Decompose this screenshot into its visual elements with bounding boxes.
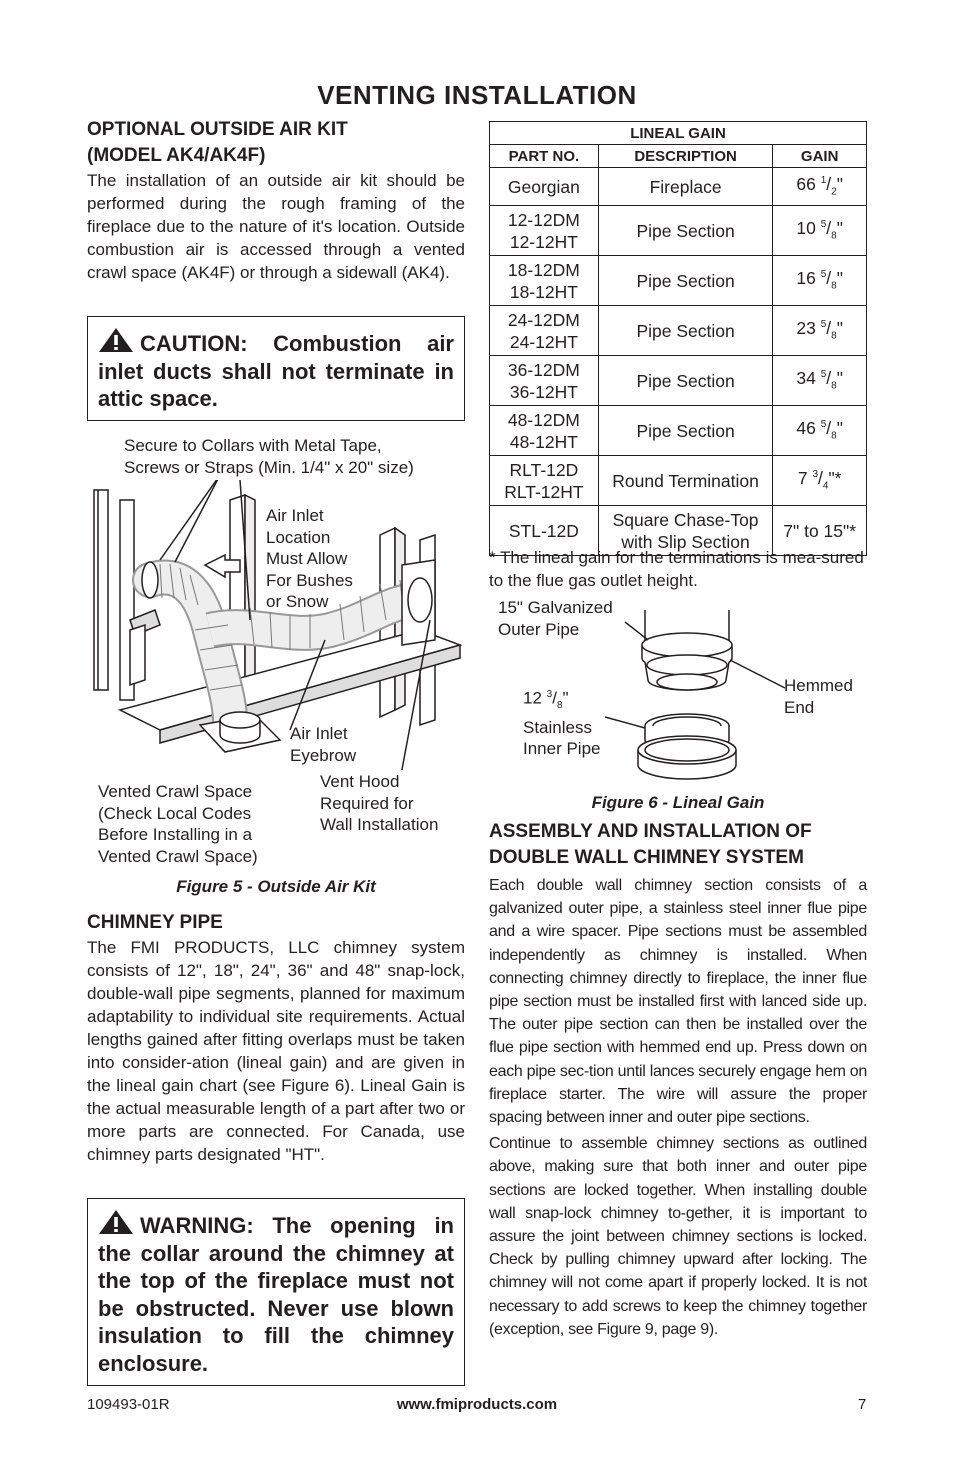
- gain-value-part: 16: [796, 267, 821, 288]
- description-cell-line: Pipe Section: [636, 220, 735, 241]
- part-number-cell-line: STL-12D: [508, 520, 579, 541]
- doc-number: 109493-01R: [87, 1396, 170, 1413]
- warning-box: [87, 1198, 465, 1386]
- part-number-cell-line: 18-12HT: [509, 281, 578, 302]
- label-line: Vented Crawl Space): [98, 846, 258, 866]
- gain-value-part: ": [836, 217, 843, 238]
- gain-value-part: 5: [820, 269, 827, 281]
- gain-value-part: ": [836, 317, 843, 338]
- description-cell: [598, 306, 773, 356]
- label-line: Must Allow: [266, 549, 348, 568]
- gain-value-part: 10: [796, 217, 821, 238]
- label-line: Eyebrow: [290, 745, 357, 765]
- gain-value-part: "*: [828, 467, 842, 488]
- part-number-cell-line: 36-12DM: [507, 359, 580, 380]
- description-cell: [598, 456, 773, 506]
- label-part: 12: [523, 688, 547, 708]
- warning-text-block: [98, 1209, 454, 1377]
- description-cell: [598, 206, 773, 256]
- footnote-text: * The lineal gain for the terminations is mea-sured to the flue gas outlet height.: [489, 548, 864, 590]
- part-number-cell-line: 12-12HT: [509, 231, 578, 252]
- table-row: [490, 168, 867, 206]
- label-line: Air Inlet: [266, 506, 324, 525]
- part-number-cell-line: RLT-12D: [509, 459, 579, 480]
- gain-value-part: 5: [820, 219, 827, 231]
- part-number-cell-line: 18-12DM: [507, 259, 580, 280]
- gain-value-part: 1: [820, 175, 827, 186]
- part-number-cell-line: 36-12HT: [509, 381, 578, 402]
- gain-value-part: 8: [831, 330, 837, 342]
- warning-triangle-icon: [98, 1209, 134, 1235]
- label-line: Vented Crawl Space: [98, 782, 253, 801]
- label-line: Inner Pipe: [523, 739, 601, 759]
- part-number-cell-line: Georgian: [507, 176, 580, 197]
- caution-box: [87, 316, 465, 421]
- description-cell-line: Pipe Section: [636, 420, 735, 441]
- label-line: Stainless: [523, 717, 592, 737]
- description-cell: [598, 406, 773, 456]
- label-line: Required for: [320, 793, 414, 813]
- gain-value-part: 46: [796, 417, 821, 438]
- gain-value-part: ": [836, 267, 843, 288]
- gain-value-part: ": [836, 173, 843, 194]
- assembly-section: [489, 819, 867, 1341]
- gain-cell: 34 $^5/_8$": [773, 356, 867, 406]
- table-row: [490, 406, 867, 456]
- pipe-assembly-illustration: [600, 600, 790, 790]
- label-eyebrow: [290, 723, 356, 766]
- heading-line: ASSEMBLY AND INSTALLATION OF: [489, 821, 812, 842]
- label-line: For Bushes: [266, 570, 353, 590]
- description-cell-line: Pipe Section: [636, 370, 735, 391]
- gain-value-part: 8: [831, 230, 837, 242]
- figure6-caption: Figure 6 - Lineal Gain: [591, 793, 765, 812]
- label-line: Wall Installation: [320, 815, 439, 834]
- gain-cell: 66 $^1/_2$": [773, 168, 867, 206]
- assembly-heading: [489, 819, 867, 871]
- label-hemmed-end: [784, 675, 853, 718]
- gain-value-part: 3: [812, 469, 819, 481]
- gain-value-part: 7: [797, 467, 813, 488]
- gain-value-part: ": [836, 367, 843, 388]
- warning-triangle-icon: [98, 327, 134, 353]
- assembly-paragraph-2: Continue to assemble chimney sections as outlined above, making sure that both inner and outer pipe sections are locked together. When installing double wall snap-lock chimney to-gether, it is important to assure the joint between chimney sections is locked. Check by pulling chimney upward after locking. The chimney will not come apart if properly locked. It is not necessary to add screws to keep the chimney together (exception, see Figure 9, page 9).: [489, 1135, 867, 1338]
- outside-air-kit-illustration: [90, 480, 470, 770]
- table-row: [490, 206, 867, 256]
- label-line: Screws or Straps (Min. 1/4" x 20" size): [124, 457, 414, 477]
- footer-url: www.fmiproducts.com: [396, 1396, 558, 1413]
- label-line: Vent Hood: [320, 772, 400, 791]
- description-cell-line: Square Chase-Top: [612, 509, 759, 530]
- chimney-pipe-body: The FMI PRODUCTS, LLC chimney system consists of 12", 18", 24", 36" and 48" snap-lock, double-wall pipe segments, planned for maximum adaptability to individual site requirements. Actual lengths gained after fitting overlaps must be taken into consider-ation (lineal gain) and are given in the lineal gain chart (see Figure 6). Lineal Gain is the actual measurable length of a part after two or more parts are connected. For Canada, use chimney parts designated "HT".: [87, 938, 465, 1164]
- label-line: Before Installing in a: [98, 825, 253, 844]
- gain-cell: 16 $^5/_8$": [773, 256, 867, 306]
- gain-cell: 23 $^5/_8$": [773, 306, 867, 356]
- gain-value-part: 8: [831, 280, 837, 292]
- gain-value: 7" to 15"*: [783, 520, 857, 541]
- heading-line: (MODEL AK4/AK4F): [87, 145, 266, 166]
- label-part: 8: [556, 700, 563, 712]
- page-title: VENTING INSTALLATION: [317, 80, 637, 110]
- caution-text-block: [98, 327, 454, 413]
- heading-line: OPTIONAL OUTSIDE AIR KIT: [87, 119, 348, 140]
- page-number: 7: [858, 1396, 867, 1413]
- outside-air-body: The installation of an outside air kit should be performed during the rough framing of the fireplace due to the nature of it's location. Outside combustion air is accessed through a vented crawl space (AK4F) or through a sidewall (AK4).: [87, 171, 465, 282]
- label-part: 3: [546, 689, 553, 700]
- label-line: Secure to Collars with Metal Tape,: [124, 436, 382, 455]
- label-line: (Check Local Codes: [98, 803, 252, 823]
- part-number-cell: [490, 306, 599, 356]
- gain-cell: 46 $^5/_8$": [773, 406, 867, 456]
- label-part: ": [562, 688, 569, 708]
- label-line: or Snow: [266, 592, 329, 611]
- table-row: [490, 356, 867, 406]
- part-number-cell-line: 48-12HT: [509, 431, 578, 452]
- table-row: [490, 456, 867, 506]
- gain-value-part: 5: [820, 419, 827, 431]
- gain-value-part: 4: [822, 480, 829, 492]
- description-cell-line: Pipe Section: [636, 270, 735, 291]
- table-row: [490, 306, 867, 356]
- column-header: DESCRIPTION: [598, 145, 773, 168]
- warning-text: WARNING: The opening in the collar around the chimney at the top of the fireplace must not be obstructed. Never use blown insulation to fill the chimney enclosure.: [98, 1213, 454, 1376]
- lineal-gain-table: [489, 121, 867, 556]
- part-number-cell-line: 48-12DM: [507, 409, 580, 430]
- gain-value-part: 2: [831, 186, 837, 198]
- label-line: End: [784, 697, 815, 717]
- description-cell-line: with Slip Section: [621, 531, 750, 552]
- part-number-cell-line: 12-12DM: [507, 209, 580, 230]
- label-line: Location: [266, 527, 331, 547]
- column-header: GAIN: [773, 145, 867, 168]
- part-number-cell: [490, 256, 599, 306]
- label-outer-pipe: [498, 597, 613, 640]
- label-vent-hood: [320, 771, 438, 836]
- table-footnote: [489, 546, 867, 592]
- outside-air-heading: [87, 117, 465, 169]
- column-header: PART NO.: [490, 145, 599, 168]
- gain-value-part: 5: [820, 319, 827, 331]
- description-cell: [598, 168, 773, 206]
- description-cell: [598, 256, 773, 306]
- description-cell-line: Pipe Section: [636, 320, 735, 341]
- part-number-cell: [490, 406, 599, 456]
- gain-value-part: 5: [820, 369, 827, 381]
- chimney-pipe-heading: CHIMNEY PIPE: [87, 912, 223, 933]
- label-inner-pipe: [523, 684, 601, 760]
- table-body: [490, 168, 867, 556]
- part-number-cell: [490, 168, 599, 206]
- gain-value-part: 34: [796, 367, 821, 388]
- label-crawl-space: [98, 781, 258, 867]
- part-number-cell-line: RLT-12HT: [504, 481, 584, 502]
- description-cell-line: Fireplace: [649, 176, 722, 197]
- label-line: Air Inlet: [290, 724, 348, 743]
- gain-cell: 10 $^5/_8$": [773, 206, 867, 256]
- label-line: Outer Pipe: [498, 619, 580, 639]
- label-line: 15" Galvanized: [498, 598, 613, 617]
- label-line: 12 $^3/_8$": [523, 688, 569, 712]
- figure5-caption: Figure 5 - Outside Air Kit: [176, 877, 376, 896]
- caution-text: CAUTION: Combustion air inlet ducts shall not terminate in attic space.: [98, 331, 454, 411]
- gain-value-part: 8: [831, 380, 837, 392]
- gain-value-part: 23: [796, 317, 821, 338]
- heading-line: DOUBLE WALL CHIMNEY SYSTEM: [489, 847, 804, 868]
- outside-air-section: [87, 117, 465, 284]
- table-row: [490, 256, 867, 306]
- chimney-pipe-section: [87, 910, 465, 1166]
- table-title: LINEAL GAIN: [490, 122, 867, 145]
- gain-value-part: 66: [796, 173, 821, 194]
- label-secure: [124, 435, 414, 478]
- description-cell-line: Round Termination: [612, 470, 759, 491]
- gain-cell: 7 $^3/_4"*$: [773, 456, 867, 506]
- part-number-cell-line: 24-12DM: [507, 309, 580, 330]
- label-line: Hemmed: [784, 676, 853, 695]
- description-cell: [598, 356, 773, 406]
- part-number-cell: [490, 206, 599, 256]
- gain-value-part: ": [836, 417, 843, 438]
- part-number-cell-line: 24-12HT: [509, 331, 578, 352]
- part-number-cell: [490, 456, 599, 506]
- part-number-cell: [490, 356, 599, 406]
- gain-value-part: 8: [831, 430, 837, 442]
- assembly-paragraph-1: Each double wall chimney section consists of a galvanized outer pipe, a stainless steel inner flue pipe and a wire spacer. Pipe sections must be assembled independently as chimney is installed. When connecting chimney directly to fireplace, the inner flue pipe section must be installed first with lanced side up. The outer pipe section can then be installed over the flue pipe section with hemmed end up. Press down on each pipe sec-tion until lances securely engage hem on fireplace starter. The wire will assure the proper spacing between inner and outer pipe sections.: [489, 877, 867, 1127]
